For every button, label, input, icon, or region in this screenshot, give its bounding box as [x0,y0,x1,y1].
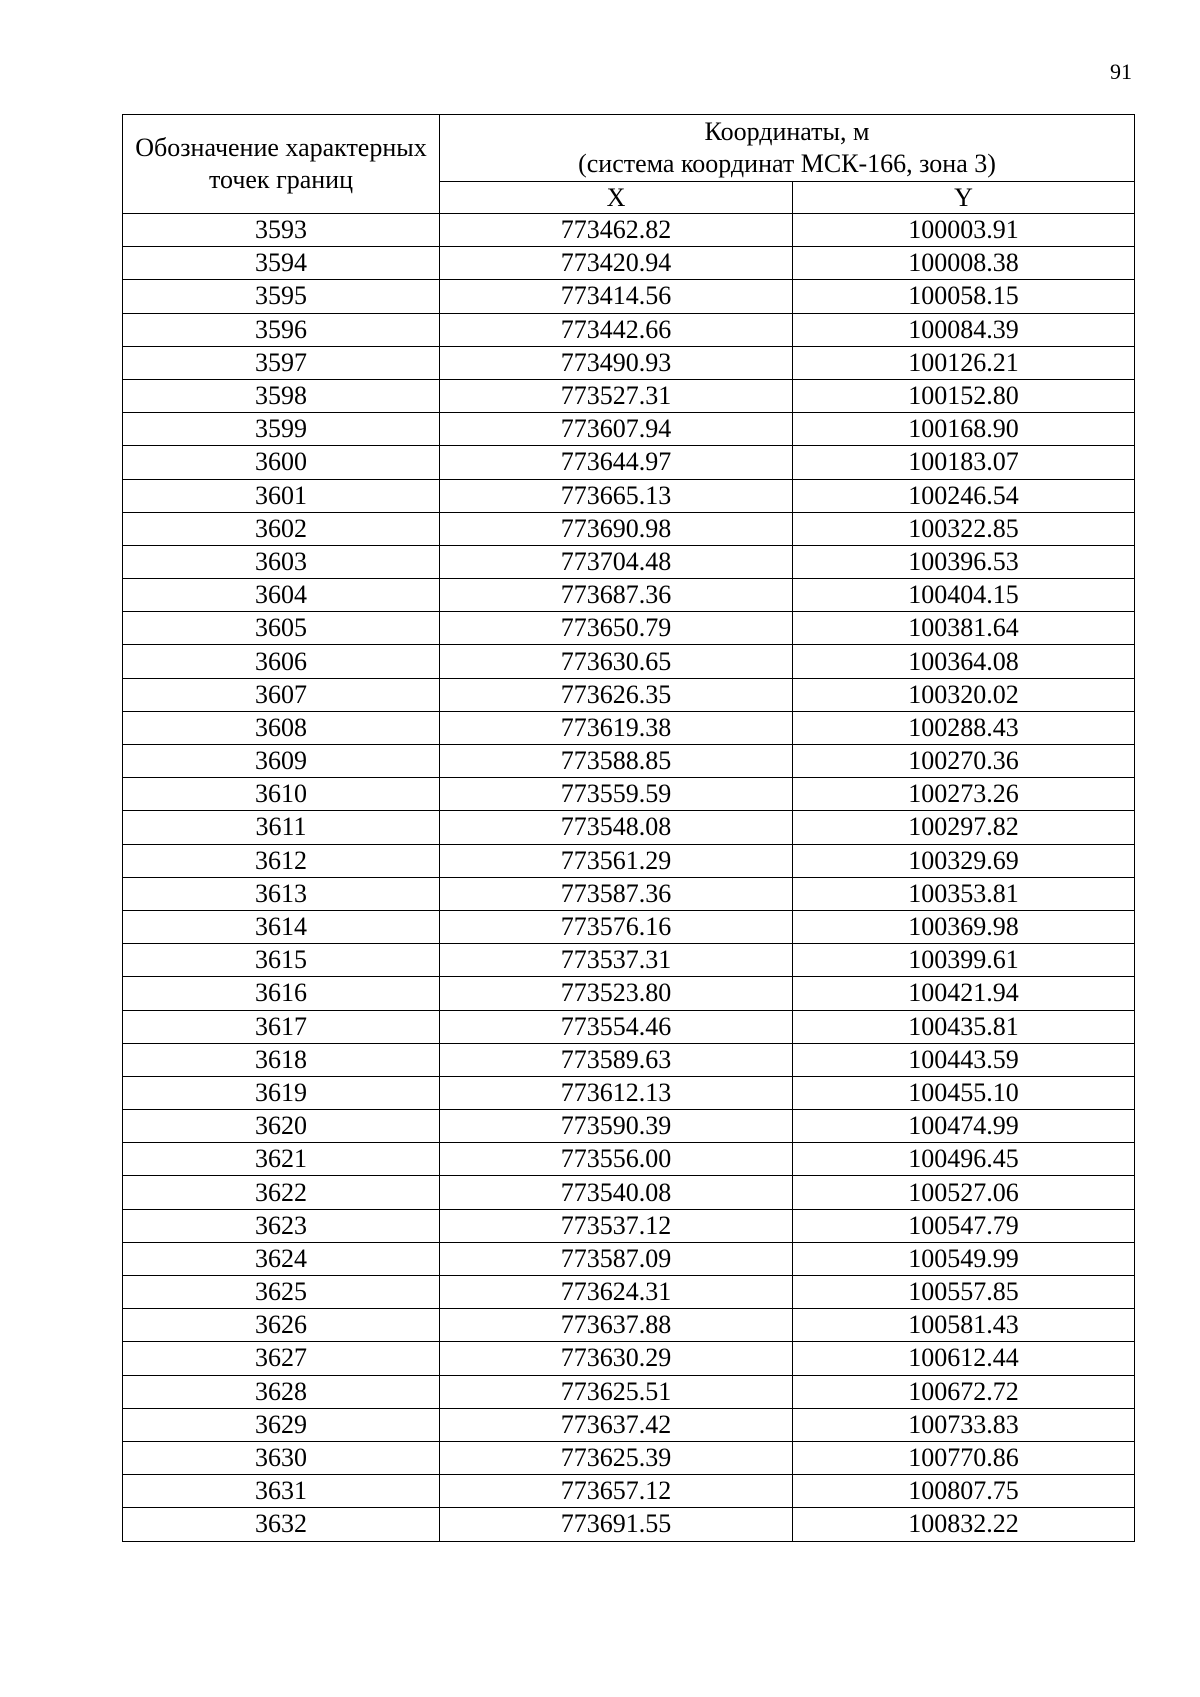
table-row [123,1110,1135,1143]
x-coordinate-cell: 773630.65 [440,645,793,678]
point-cell: 3606 [123,645,440,678]
point-cell: 3628 [123,1375,440,1408]
x-coordinate-cell: 773657.12 [440,1475,793,1508]
point-cell: 3631 [123,1475,440,1508]
table-row [123,645,1135,678]
x-coordinate-cell: 773523.80 [440,977,793,1010]
coordinates-header-line1: Координаты, м [704,117,870,146]
point-cell: 3595 [123,280,440,313]
point-cell: 3596 [123,313,440,346]
y-coordinate-cell: 100297.82 [793,811,1135,844]
y-coordinate-cell: 100003.91 [793,214,1135,247]
y-coordinate-cell: 100288.43 [793,711,1135,744]
point-cell: 3620 [123,1110,440,1143]
x-coordinate-cell: 773637.88 [440,1309,793,1342]
table-row [123,910,1135,943]
point-cell: 3630 [123,1441,440,1474]
table-row [123,1143,1135,1176]
table-row [123,778,1135,811]
table-header [123,115,1135,214]
x-coordinate-cell: 773687.36 [440,579,793,612]
y-coordinate-cell: 100581.43 [793,1309,1135,1342]
y-coordinate-cell: 100404.15 [793,579,1135,612]
point-cell: 3600 [123,446,440,479]
y-coordinate-cell: 100273.26 [793,778,1135,811]
y-coordinate-cell: 100549.99 [793,1242,1135,1275]
table-row [123,1209,1135,1242]
y-coordinate-cell: 100058.15 [793,280,1135,313]
y-coordinate-cell: 100832.22 [793,1508,1135,1541]
table-row [123,512,1135,545]
x-coordinate-cell: 773590.39 [440,1110,793,1143]
table-row [123,612,1135,645]
table-row [123,1076,1135,1109]
y-coordinate-cell: 100399.61 [793,944,1135,977]
table-row [123,1276,1135,1309]
y-coordinate-cell: 100152.80 [793,379,1135,412]
table-row [123,579,1135,612]
y-coordinate-cell: 100547.79 [793,1209,1135,1242]
y-coordinate-cell: 100474.99 [793,1110,1135,1143]
point-cell: 3617 [123,1010,440,1043]
y-coordinate-cell: 100084.39 [793,313,1135,346]
point-cell: 3605 [123,612,440,645]
x-coordinate-cell: 773548.08 [440,811,793,844]
y-coordinate-cell: 100329.69 [793,844,1135,877]
table-row [123,413,1135,446]
y-coordinate-cell: 100246.54 [793,479,1135,512]
y-coordinate-cell: 100353.81 [793,877,1135,910]
x-coordinate-cell: 773607.94 [440,413,793,446]
table-row [123,745,1135,778]
x-coordinate-cell: 773691.55 [440,1508,793,1541]
y-coordinate-cell: 100168.90 [793,413,1135,446]
table-row [123,944,1135,977]
point-cell: 3601 [123,479,440,512]
x-coordinate-cell: 773690.98 [440,512,793,545]
x-coordinate-cell: 773576.16 [440,910,793,943]
table-row [123,844,1135,877]
point-cell: 3593 [123,214,440,247]
y-coordinate-cell: 100455.10 [793,1076,1135,1109]
point-cell: 3603 [123,545,440,578]
point-cell: 3597 [123,346,440,379]
table-row [123,1309,1135,1342]
y-coordinate-cell: 100807.75 [793,1475,1135,1508]
point-cell: 3599 [123,413,440,446]
y-coordinate-cell: 100443.59 [793,1043,1135,1076]
x-coordinate-cell: 773630.29 [440,1342,793,1375]
y-coordinate-cell: 100733.83 [793,1408,1135,1441]
x-coordinate-cell: 773589.63 [440,1043,793,1076]
point-column-header: Обозначение характерных точек границ [123,115,440,214]
point-cell: 3632 [123,1508,440,1541]
table-row [123,247,1135,280]
table-row [123,545,1135,578]
table-body [123,214,1135,1542]
point-cell: 3623 [123,1209,440,1242]
table-row [123,811,1135,844]
coordinates-table [122,114,1135,1542]
point-cell: 3611 [123,811,440,844]
point-cell: 3618 [123,1043,440,1076]
x-coordinate-cell: 773462.82 [440,214,793,247]
y-column-header: Y [793,182,1135,214]
page-number: 91 [1110,59,1132,84]
x-coordinate-cell: 773587.09 [440,1242,793,1275]
point-cell: 3619 [123,1076,440,1109]
point-cell: 3602 [123,512,440,545]
y-coordinate-cell: 100322.85 [793,512,1135,545]
x-coordinate-cell: 773442.66 [440,313,793,346]
x-coordinate-cell: 773626.35 [440,678,793,711]
header-row-top [123,115,1135,182]
x-coordinate-cell: 773420.94 [440,247,793,280]
point-cell: 3607 [123,678,440,711]
table-row [123,1508,1135,1541]
table-row [123,214,1135,247]
table-row [123,1342,1135,1375]
point-cell: 3625 [123,1276,440,1309]
point-cell: 3610 [123,778,440,811]
x-coordinate-cell: 773650.79 [440,612,793,645]
table-row [123,977,1135,1010]
table-row [123,379,1135,412]
table-row [123,280,1135,313]
coordinates-group-header [440,115,1135,182]
point-cell: 3608 [123,711,440,744]
table-row [123,1441,1135,1474]
table-row [123,1408,1135,1441]
x-coordinate-cell: 773704.48 [440,545,793,578]
point-cell: 3604 [123,579,440,612]
y-coordinate-cell: 100008.38 [793,247,1135,280]
y-coordinate-cell: 100496.45 [793,1143,1135,1176]
y-coordinate-cell: 100770.86 [793,1441,1135,1474]
x-coordinate-cell: 773619.38 [440,711,793,744]
table-row [123,711,1135,744]
point-cell: 3622 [123,1176,440,1209]
point-cell: 3624 [123,1242,440,1275]
table-row [123,1242,1135,1275]
x-coordinate-cell: 773644.97 [440,446,793,479]
x-coordinate-cell: 773527.31 [440,379,793,412]
table-row [123,1043,1135,1076]
x-coordinate-cell: 773554.46 [440,1010,793,1043]
x-coordinate-cell: 773414.56 [440,280,793,313]
y-coordinate-cell: 100270.36 [793,745,1135,778]
table-row [123,678,1135,711]
table-row [123,446,1135,479]
y-coordinate-cell: 100672.72 [793,1375,1135,1408]
point-cell: 3616 [123,977,440,1010]
x-coordinate-cell: 773540.08 [440,1176,793,1209]
y-coordinate-cell: 100364.08 [793,645,1135,678]
y-coordinate-cell: 100396.53 [793,545,1135,578]
point-cell: 3594 [123,247,440,280]
y-coordinate-cell: 100126.21 [793,346,1135,379]
point-cell: 3627 [123,1342,440,1375]
x-coordinate-cell: 773561.29 [440,844,793,877]
x-coordinate-cell: 773665.13 [440,479,793,512]
x-coordinate-cell: 773624.31 [440,1276,793,1309]
y-coordinate-cell: 100320.02 [793,678,1135,711]
x-coordinate-cell: 773612.13 [440,1076,793,1109]
y-coordinate-cell: 100612.44 [793,1342,1135,1375]
x-coordinate-cell: 773556.00 [440,1143,793,1176]
table-row [123,479,1135,512]
x-column-header: X [440,182,793,214]
point-cell: 3621 [123,1143,440,1176]
point-cell: 3612 [123,844,440,877]
point-cell: 3598 [123,379,440,412]
y-coordinate-cell: 100369.98 [793,910,1135,943]
x-coordinate-cell: 773537.31 [440,944,793,977]
x-coordinate-cell: 773625.39 [440,1441,793,1474]
y-coordinate-cell: 100557.85 [793,1276,1135,1309]
y-coordinate-cell: 100421.94 [793,977,1135,1010]
y-coordinate-cell: 100183.07 [793,446,1135,479]
y-coordinate-cell: 100435.81 [793,1010,1135,1043]
point-cell: 3609 [123,745,440,778]
x-coordinate-cell: 773588.85 [440,745,793,778]
table-row [123,1010,1135,1043]
point-cell: 3614 [123,910,440,943]
point-cell: 3615 [123,944,440,977]
table-row [123,877,1135,910]
table-row [123,1375,1135,1408]
x-coordinate-cell: 773559.59 [440,778,793,811]
x-coordinate-cell: 773625.51 [440,1375,793,1408]
table-row [123,346,1135,379]
table-row [123,313,1135,346]
point-cell: 3629 [123,1408,440,1441]
x-coordinate-cell: 773490.93 [440,346,793,379]
point-cell: 3613 [123,877,440,910]
x-coordinate-cell: 773637.42 [440,1408,793,1441]
table-row [123,1176,1135,1209]
table-row [123,1475,1135,1508]
y-coordinate-cell: 100381.64 [793,612,1135,645]
point-cell: 3626 [123,1309,440,1342]
coordinates-header-line2: (система координат МСК-166, зона 3) [578,149,996,178]
x-coordinate-cell: 773537.12 [440,1209,793,1242]
y-coordinate-cell: 100527.06 [793,1176,1135,1209]
x-coordinate-cell: 773587.36 [440,877,793,910]
